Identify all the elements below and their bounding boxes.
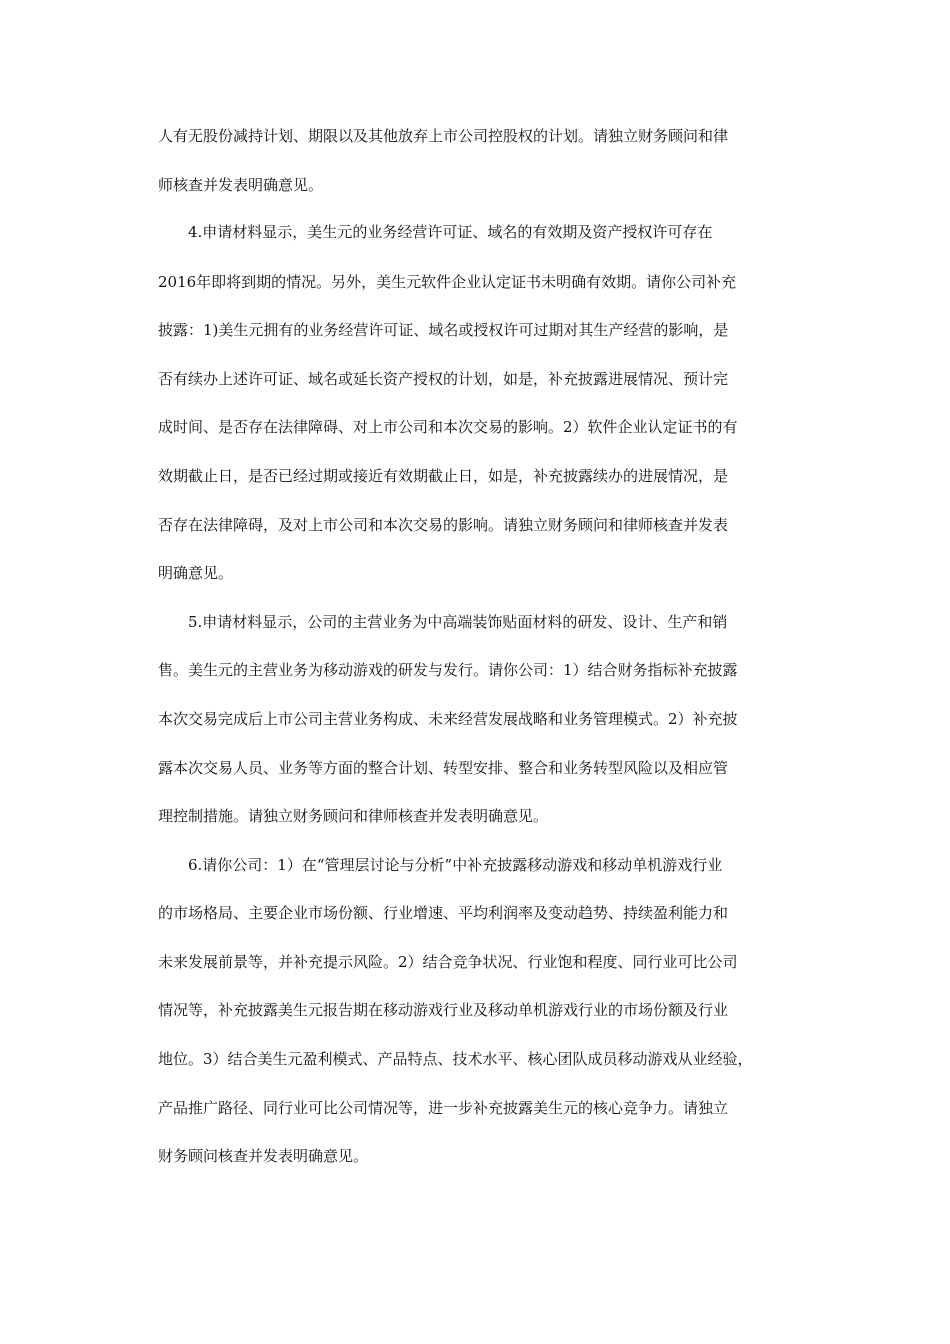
text-line: 的市场格局、主要企业市场份额、行业增速、平均利润率及变动趋势、持续盈利能力和	[158, 904, 729, 922]
text-line: 露本次交易人员、业务等方面的整合计划、转型安排、整合和业务转型风险以及相应管	[158, 759, 729, 777]
text-line: 产品推广路径、同行业可比公司情况等，进一步补充披露美生元的核心竞争力。请独立	[158, 1099, 729, 1117]
text-line: 情况等，补充披露美生元报告期在移动游戏行业及移动单机游戏行业的市场份额及行业	[158, 1001, 729, 1019]
text-line: 本次交易完成后上市公司主营业务构成、未来经营发展战略和业务管理模式。2）补充披	[158, 710, 738, 728]
text-line: 成时间、是否存在法律障碍、对上市公司和本次交易的影响。2）软件企业认定证书的有	[158, 418, 738, 436]
text-line: 售。美生元的主营业务为移动游戏的研发与发行。请你公司：1）结合财务指标补充披露	[158, 661, 738, 679]
text-line: 未来发展前景等，并补充提示风险。2）结合竞争状况、行业饱和程度、同行业可比公司	[158, 953, 738, 971]
text-line: 否存在法律障碍，及对上市公司和本次交易的影响。请独立财务顾问和律师核查并发表	[158, 516, 729, 534]
text-line: 2016年即将到期的情况。另外，美生元软件企业认定证书未明确有效期。请你公司补充	[158, 273, 737, 291]
text-line: 师核查并发表明确意见。	[158, 176, 324, 194]
text-line: 财务顾问核查并发表明确意见。	[158, 1147, 369, 1165]
paragraph-4-start: 4.申请材料显示，美生元的业务经营许可证、域名的有效期及资产授权许可存在	[188, 223, 713, 241]
text-line: 披露：1)美生元拥有的业务经营许可证、域名或授权许可过期对其生产经营的影响，是	[158, 321, 729, 339]
text-line: 理控制措施。请独立财务顾问和律师核查并发表明确意见。	[158, 807, 549, 825]
text-line: 明确意见。	[158, 564, 234, 582]
paragraph-6-start: 6.请你公司：1）在“管理层讨论与分析”中补充披露移动游戏和移动单机游戏行业	[188, 856, 723, 874]
text-line: 地位。3）结合美生元盈利模式、产品特点、技术水平、核心团队成员移动游戏从业经验，	[158, 1050, 753, 1068]
text-line: 人有无股份减持计划、期限以及其他放弃上市公司控股权的计划。请独立财务顾问和律	[158, 127, 729, 145]
text-line: 否有续办上述许可证、域名或延长资产授权的计划，如是，补充披露进展情况、预计完	[158, 370, 729, 388]
text-line: 效期截止日，是否已经过期或接近有效期截止日，如是，补充披露续办的进展情况，是	[158, 467, 729, 485]
paragraph-5-start: 5.申请材料显示，公司的主营业务为中高端装饰贴面材料的研发、设计、生产和销	[188, 613, 728, 631]
